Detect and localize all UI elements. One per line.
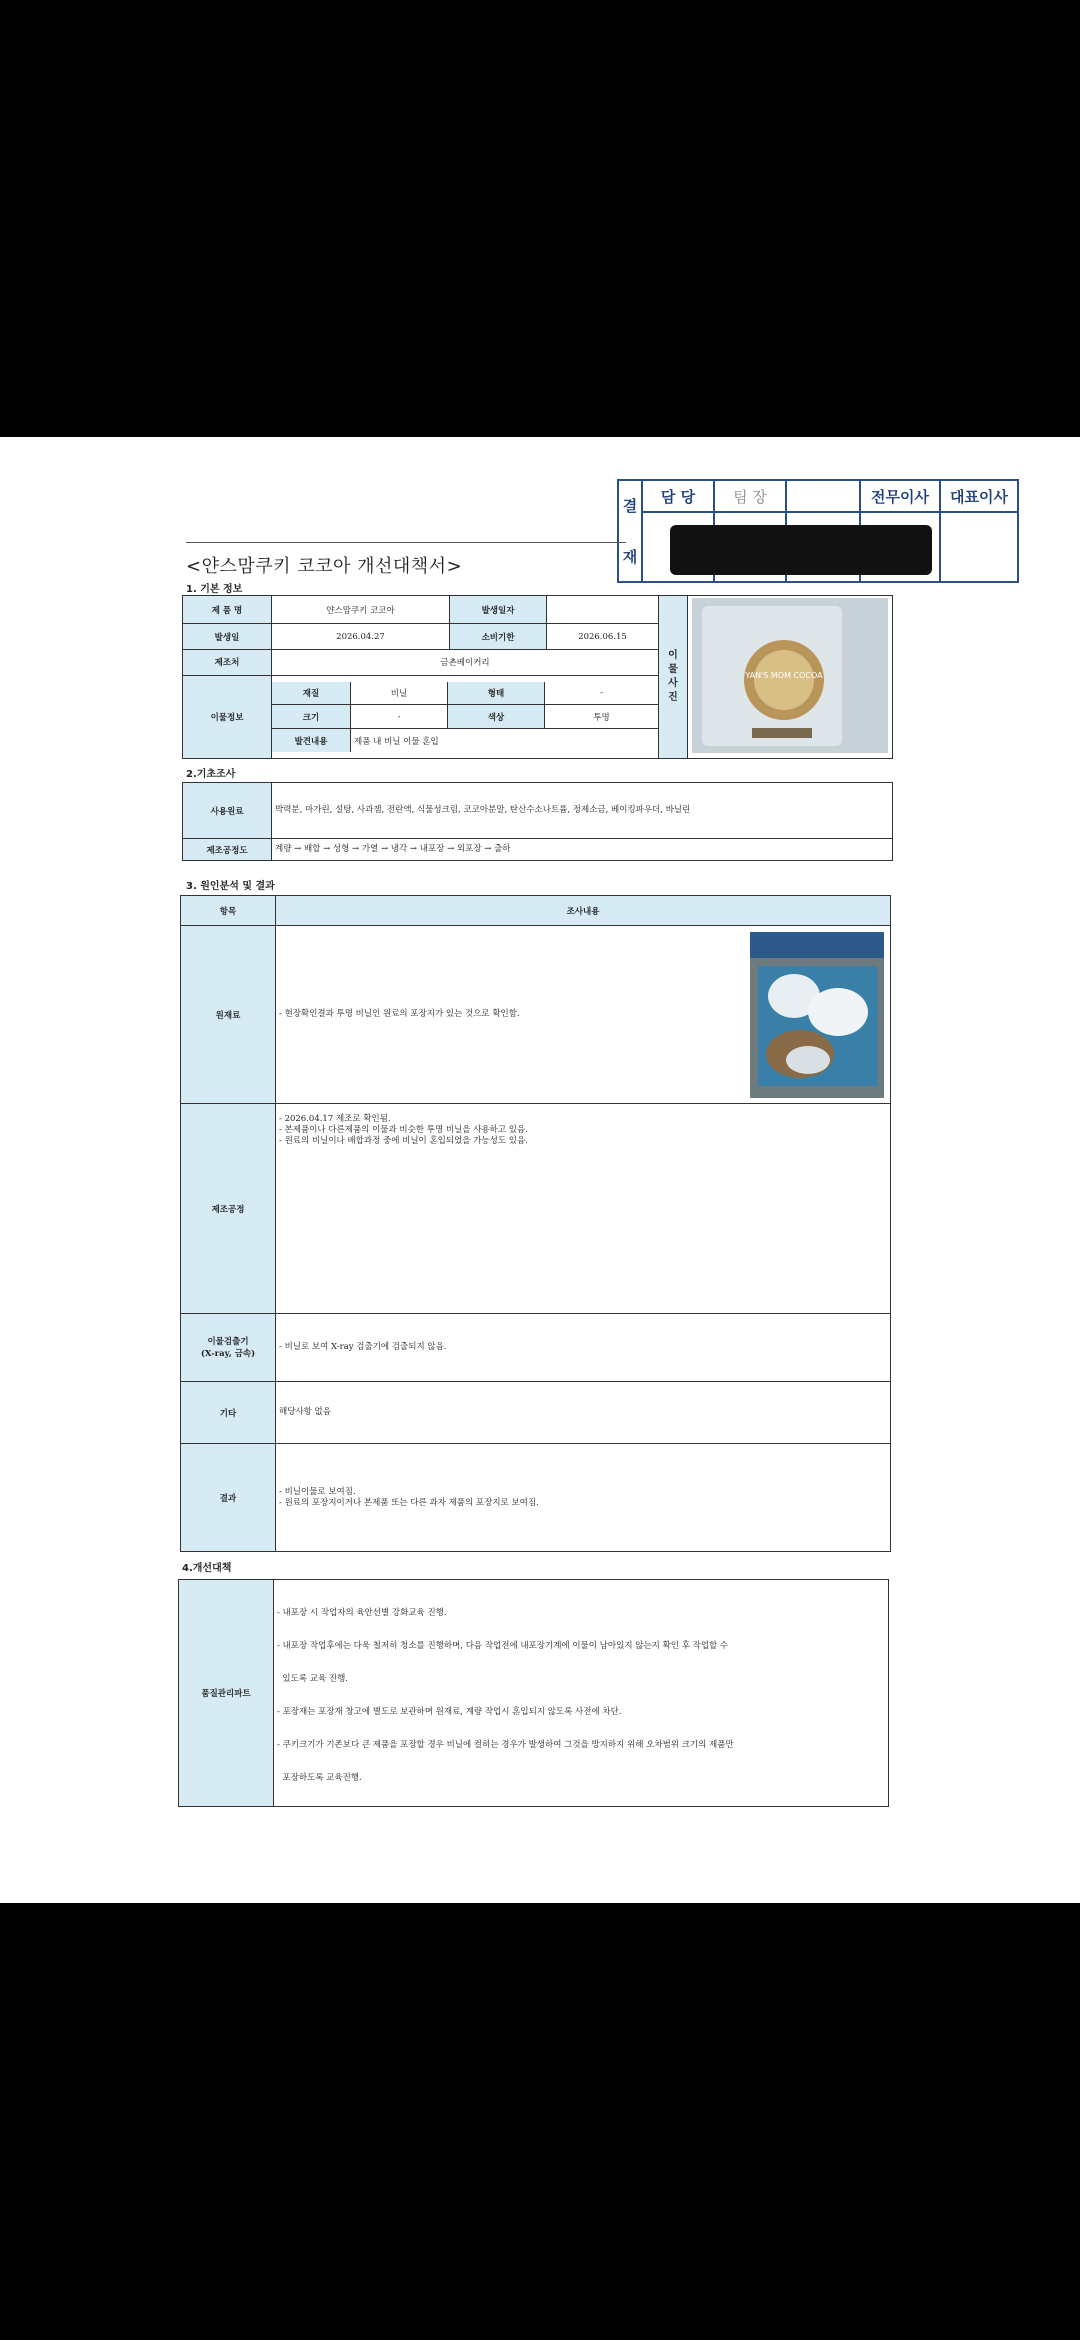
- document-page: [0, 437, 1080, 1903]
- maker-value: 금촌베이커리: [272, 649, 659, 675]
- improvement-table: [178, 1579, 889, 1807]
- process-label: 제조공정도: [183, 839, 272, 861]
- improvement-line-4: - 포장재는 포장재 창고에 별도로 보관하며 원재료, 계량 작업시 혼입되지 않도록 사전에 차단.: [277, 1707, 622, 1717]
- raw-material-photo: [750, 932, 884, 1098]
- quality-part-label: 품질관리파트: [179, 1580, 274, 1807]
- row-process-line-1: - 2026.04.17 제조로 확인됨.: [279, 1114, 391, 1124]
- approval-col-staff: 담 당: [642, 480, 714, 512]
- foreign-info-grid: [272, 682, 658, 752]
- row-process-line-3: - 원료의 비닐이나 배합과정 중에 비닐이 혼입되었을 가능성도 있음.: [279, 1136, 528, 1146]
- row-label-detector: 이물검출기 (X-ray, 금속): [181, 1314, 276, 1382]
- expiry-label: 소비기한: [450, 624, 547, 650]
- raw-materials-label: 사용원료: [183, 783, 272, 839]
- shape-value: -: [545, 682, 659, 705]
- size-value: -: [351, 705, 448, 729]
- improvement-line-6: 포장하도록 교육진행.: [277, 1773, 362, 1783]
- improvement-line-3: 있도록 교육 진행.: [277, 1674, 348, 1684]
- material-value: 비닐: [351, 682, 448, 705]
- row-content-detector: - 비닐로 보여 X-ray 검출기에 검출되지 않음.: [276, 1314, 891, 1382]
- basic-info-table: [182, 595, 893, 759]
- size-label: 크기: [272, 705, 351, 729]
- photo-cell: [688, 596, 893, 759]
- product-photo: [692, 598, 888, 753]
- maker-label: 제조처: [183, 649, 272, 675]
- row-result-line-2: - 원료의 포장지이거나 본제품 또는 다른 과자 제품의 포장지로 보여짐.: [279, 1497, 539, 1508]
- improvement-line-5: - 쿠키크기가 기존보다 큰 제품을 포장할 경우 비닐에 컬히는 경우가 발생하여 그것을 방지하지 위해 오차범위 크기의 제품만: [277, 1740, 734, 1750]
- basic-survey-table: [182, 782, 893, 861]
- row-label-process: 제조공정: [181, 1104, 276, 1314]
- mfg-date-label: 발생일: [183, 624, 272, 650]
- section4-heading: 4.개선대책: [182, 1563, 232, 1574]
- cause-analysis-table: [180, 895, 891, 1552]
- approval-col-team: 팀 장: [714, 480, 786, 512]
- row-label-result: 결과: [181, 1444, 276, 1552]
- approval-col-blank: [786, 480, 860, 512]
- col-content: 조사내용: [276, 896, 891, 926]
- photo-caption: YAN'S MOM COCOA: [745, 671, 823, 680]
- found-label: 발견내용: [272, 729, 351, 752]
- row-content-result: [276, 1444, 891, 1552]
- material-label: 재질: [272, 682, 351, 705]
- approval-col-ceo: 대표이사: [940, 480, 1018, 512]
- approval-side-label: 결 재: [618, 480, 642, 582]
- color-value: 투명: [545, 705, 659, 729]
- approval-col-director: 전무이사: [860, 480, 940, 512]
- shape-label: 형태: [448, 682, 545, 705]
- improvement-line-1: - 내포장 시 작업자의 육안선별 강화교육 진행.: [277, 1608, 447, 1618]
- expiry-date: 2026.06.15: [547, 624, 659, 650]
- photo-label: 이 물 사 진: [659, 596, 688, 759]
- product-name-label: 제 품 명: [183, 596, 272, 624]
- improvement-content: [274, 1580, 889, 1807]
- found-value: 제품 내 비닐 이물 혼입: [351, 729, 659, 752]
- process-flow: 계량 → 배합 → 성형 → 가열 → 냉각 → 내포장 → 외포장 → 출하: [272, 839, 893, 861]
- redaction-bar: [670, 525, 932, 575]
- section3-heading: 3. 원인분석 및 결과: [186, 881, 275, 892]
- row-label-raw: 원재료: [181, 926, 276, 1104]
- row-content-etc: 해당사항 없음: [276, 1382, 891, 1444]
- improvement-line-2: - 내포장 작업후에는 다욱 철저히 청소를 진행하며, 다음 작업전에 내포장기계에 이물이 남아있지 않는지 확인 후 작업할 수: [277, 1641, 729, 1651]
- col-item: 항목: [181, 896, 276, 926]
- report-no: [547, 596, 659, 624]
- page-title: <얀스맘쿠키 코코아 개선대책서>: [186, 556, 463, 577]
- row-raw-line-1: - 현장확인결과 투명 비닐인 원료의 포장지가 있는 것으로 확인함.: [279, 1009, 520, 1019]
- section1-heading: 1. 기본 정보: [186, 584, 243, 595]
- title-rule: [186, 542, 626, 543]
- row-result-line-1: - 비닐이물로 보여짐.: [279, 1486, 356, 1497]
- approval-sign-5: [940, 512, 1018, 582]
- row-process-line-2: - 본제품이나 다른제품의 이물과 비슷한 투명 비닐을 사용하고 있음.: [279, 1125, 528, 1135]
- section2-heading: 2.기초조사: [186, 769, 236, 780]
- color-label: 색상: [448, 705, 545, 729]
- report-no-label: 발생일자: [450, 596, 547, 624]
- raw-materials: 박력분, 마가린, 설탕, 사과잼, 전란액, 식물성크림, 코코아분말, 탄산수소나트륨, 정제소금, 베이킹파우더, 바닐린: [272, 783, 893, 839]
- row-content-process: [276, 1104, 891, 1314]
- mfg-date: 2026.04.27: [272, 624, 450, 650]
- foreign-info-label: 이물정보: [183, 675, 272, 758]
- row-content-raw: [276, 926, 891, 1104]
- product-name: 얀스맘쿠키 코코아: [272, 596, 450, 624]
- row-label-etc: 기타: [181, 1382, 276, 1444]
